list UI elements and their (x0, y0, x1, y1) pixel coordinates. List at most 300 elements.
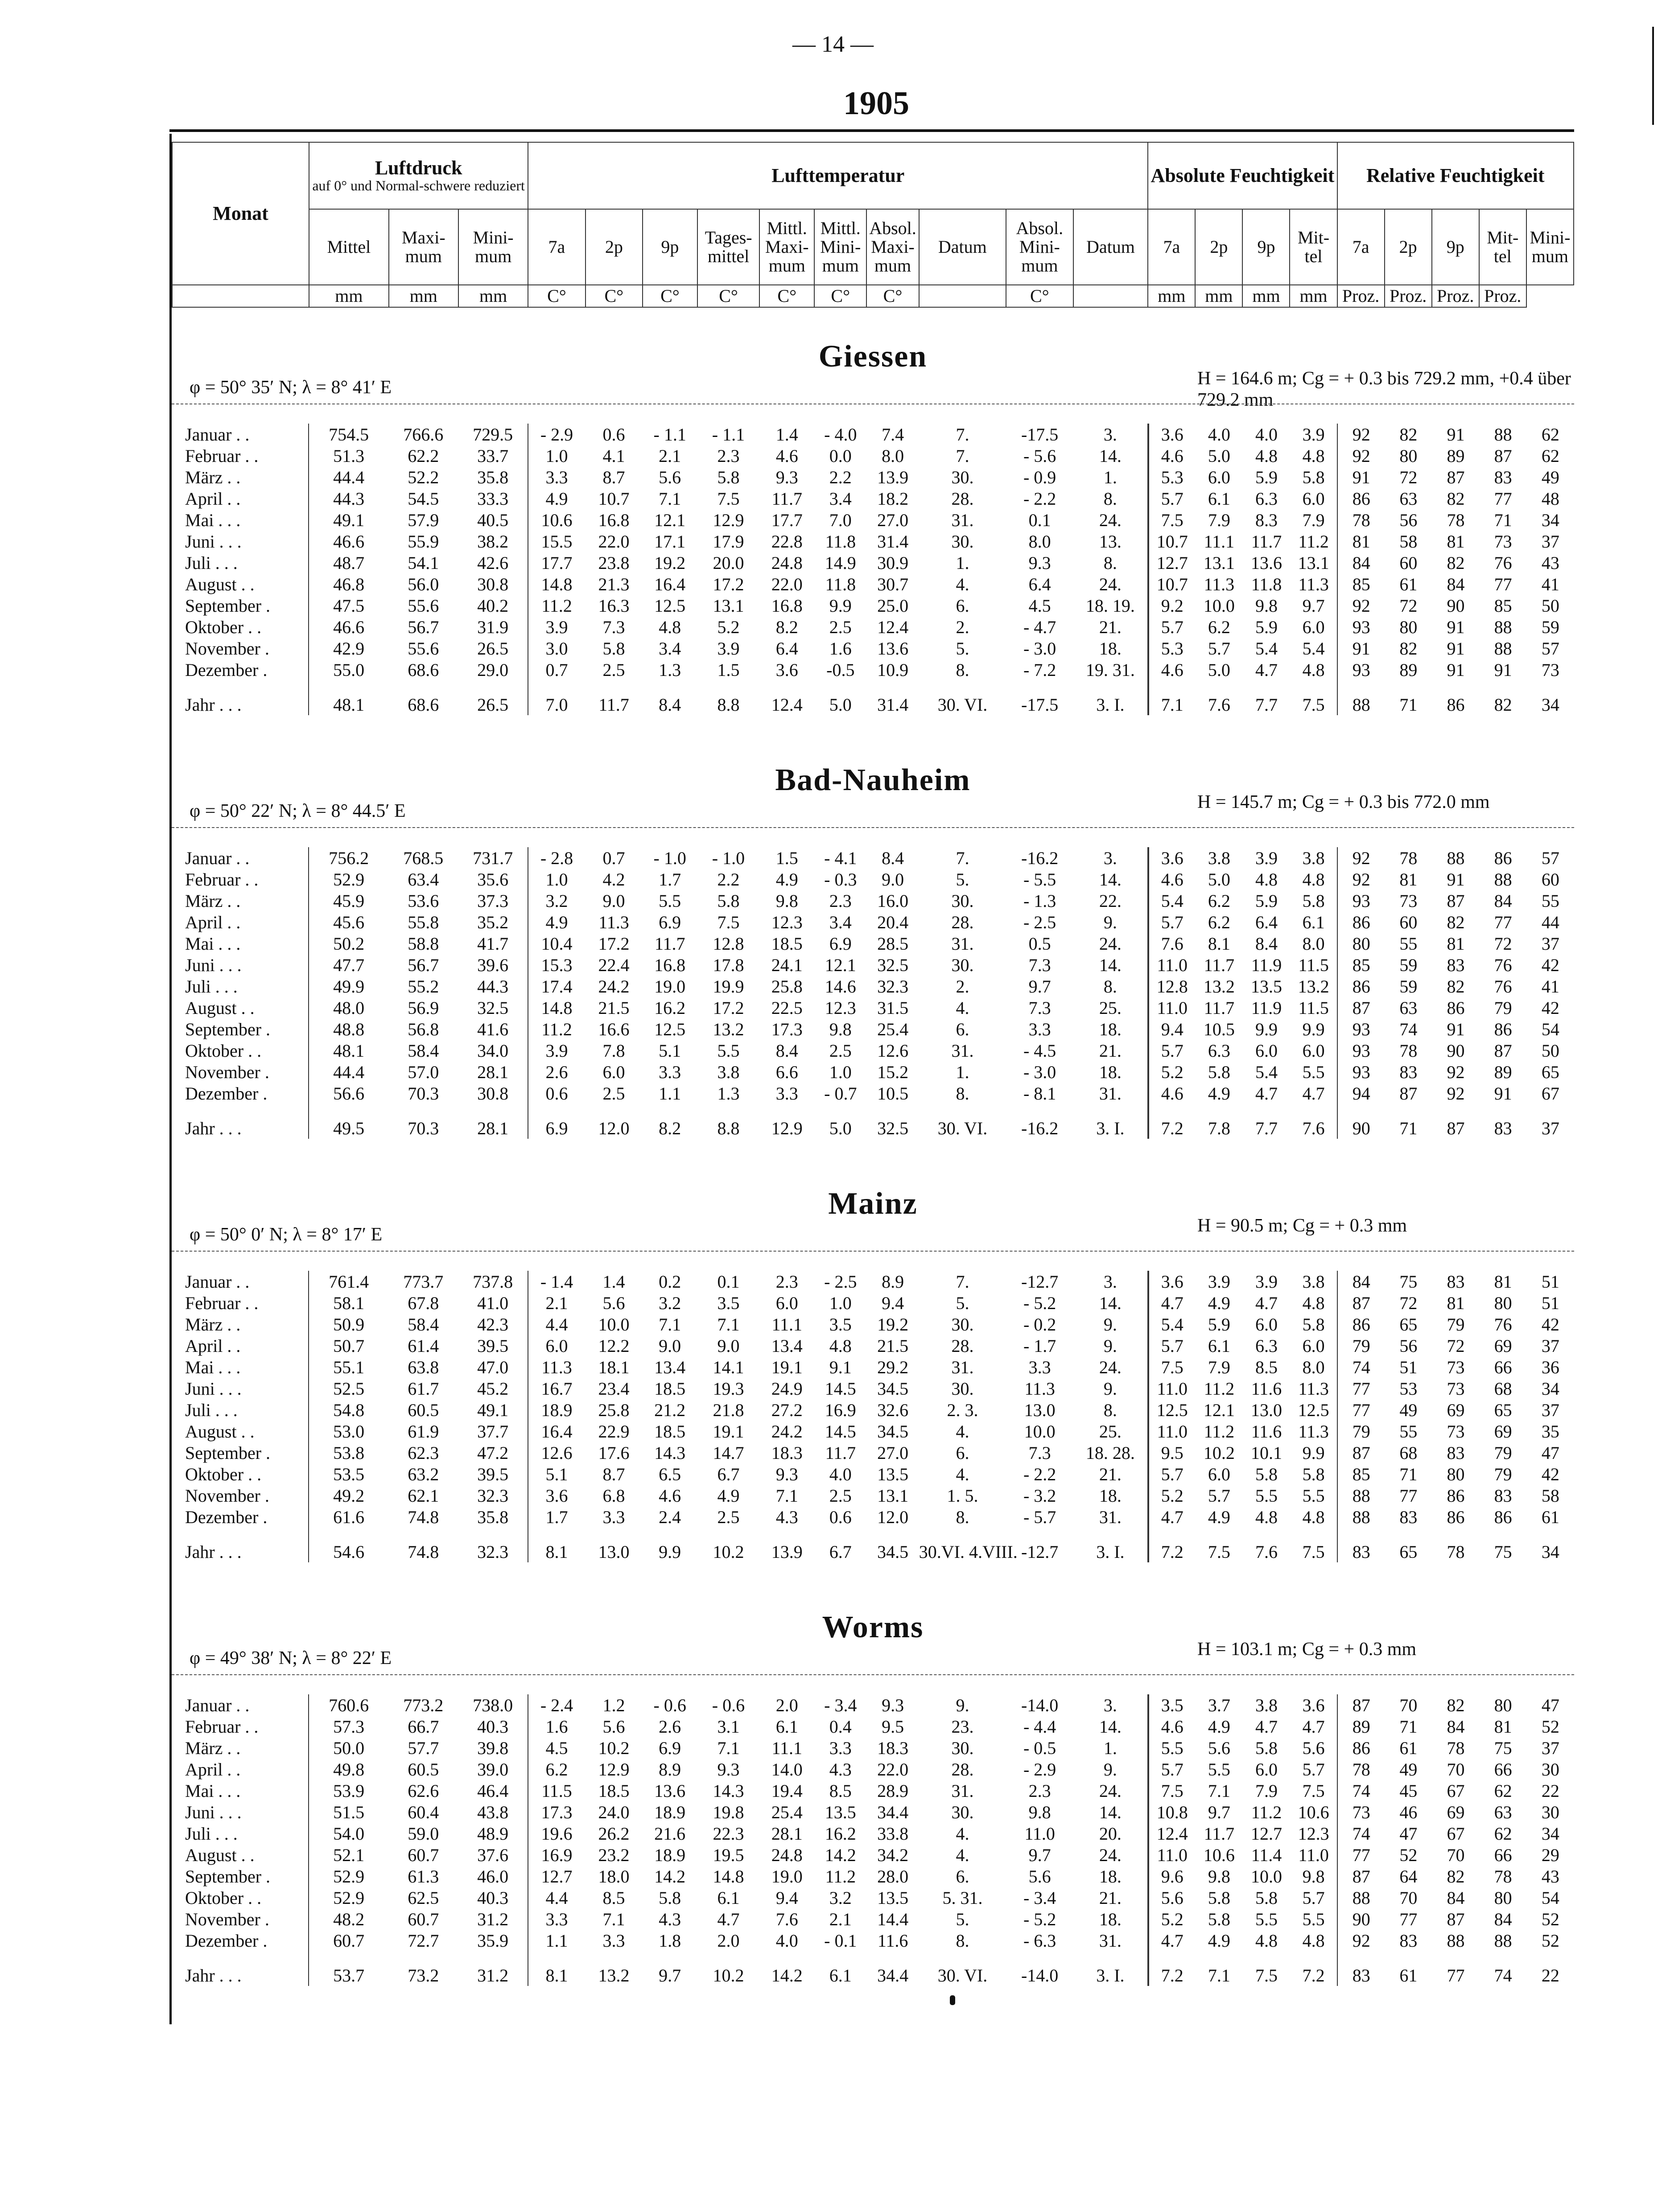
value-cell: 9.9 (829, 595, 852, 616)
value-cell: - 0.6 (653, 1695, 686, 1715)
value-cell: 6.9 (659, 912, 681, 932)
value-cell: 37 (1541, 531, 1559, 552)
value-cell: 5.5 (1302, 1909, 1325, 1929)
value-cell: 89 (1447, 445, 1465, 466)
value-cell: 2.5 (829, 1040, 852, 1061)
value-cell: 55 (1399, 1421, 1418, 1442)
value-cell: 9.3 (717, 1759, 740, 1779)
station-name: Bad-Nauheim (775, 763, 971, 797)
station-height: H = 103.1 m; Cg = + 0.3 mm (1197, 1639, 1417, 1660)
value-cell: 4.7 (1302, 1716, 1325, 1737)
month-cell: April . . (185, 1335, 241, 1356)
value-cell: 8.0 (1302, 1357, 1325, 1377)
value-cell: 3.4 (659, 638, 681, 659)
value-cell: 11.2 (528, 1018, 585, 1040)
month-cell: November . (185, 1485, 269, 1506)
value-cell: 54.0 (309, 1823, 388, 1844)
value-cell: 5.2 (717, 617, 740, 637)
value-cell: 81 (1447, 933, 1465, 954)
value-cell: 2. 3. (947, 1400, 978, 1420)
value-cell: - 1.1 (653, 424, 686, 445)
value-cell: 1.1 (528, 1930, 585, 1951)
value-cell: 57.7 (408, 1738, 439, 1758)
value-cell: 56.0 (408, 574, 439, 594)
value-cell: 86 (1337, 1314, 1385, 1335)
value-cell: 3.3 (1028, 1357, 1051, 1377)
value-cell: 5.1 (528, 1463, 585, 1485)
value-cell: 731.7 (473, 848, 513, 868)
value-cell: 13. (1099, 531, 1122, 552)
value-cell: 50.2 (309, 933, 388, 954)
value-cell: 6.0 (1255, 1759, 1278, 1779)
value-cell: 48 (1541, 488, 1559, 509)
value-cell: - 5.2 (1023, 1909, 1056, 1929)
value-cell: 86 (1447, 997, 1465, 1018)
station-block-bad-nauheim (172, 745, 1574, 1146)
value-cell: 37.3 (477, 890, 509, 911)
value-cell: - 4.4 (1023, 1716, 1056, 1737)
value-cell: 5. (956, 869, 969, 890)
value-cell: 79 (1447, 1314, 1465, 1335)
value-cell: 56 (1399, 1335, 1418, 1356)
value-cell: 6.0 (528, 1335, 585, 1356)
value-cell: 1.4 (602, 1271, 625, 1292)
value-cell: 2.5 (829, 617, 852, 637)
value-cell: 11.2 (1204, 1378, 1235, 1399)
value-cell: 22.3 (713, 1823, 744, 1844)
value-cell: 7.9 (1302, 510, 1325, 530)
table-row (172, 1442, 1574, 1463)
value-cell: 17.2 (713, 574, 744, 594)
value-cell: 26.2 (598, 1823, 630, 1844)
value-cell: 12.2 (598, 1335, 630, 1356)
table-row (172, 1823, 1574, 1844)
value-cell: 0.5 (1028, 933, 1051, 954)
month-cell: Juni . . . (185, 1378, 242, 1399)
value-cell: 14.8 (713, 1866, 744, 1887)
value-cell: 79 (1337, 1335, 1385, 1356)
value-cell: - 4.0 (824, 424, 857, 445)
value-cell: 26.5 (477, 694, 509, 715)
value-cell: 58.4 (408, 1040, 439, 1061)
value-cell: 39.8 (477, 1738, 509, 1758)
value-cell: 31. (1099, 1930, 1122, 1951)
value-cell: 9.7 (659, 1965, 681, 1985)
value-cell: 57 (1541, 638, 1559, 659)
month-cell: März . . (185, 1314, 241, 1335)
value-cell: 5.8 (1208, 1062, 1230, 1082)
value-cell: 14.5 (825, 1378, 856, 1399)
value-cell: 54.8 (309, 1399, 388, 1421)
value-cell: 30 (1541, 1759, 1559, 1779)
value-cell: 57.9 (408, 510, 439, 530)
value-cell: 29.0 (477, 659, 509, 680)
value-cell: 83 (1494, 1118, 1512, 1138)
value-cell: 5.4 (1255, 638, 1278, 659)
value-cell: 30. (951, 890, 974, 911)
table-row (172, 1801, 1574, 1823)
value-cell: 12.5 (1148, 1399, 1196, 1421)
value-cell: 7.3 (1028, 955, 1051, 975)
value-cell: 6.0 (1255, 1040, 1278, 1061)
value-cell: 4. (956, 574, 969, 594)
value-cell: 7.3 (602, 617, 625, 637)
value-cell: 34 (1541, 1541, 1559, 1562)
station-coordinates: φ = 49° 38′ N; λ = 8° 22′ E (190, 1648, 392, 1668)
value-cell: 3.8 (1255, 1695, 1278, 1715)
value-cell: 16.8 (598, 510, 630, 530)
value-cell: 33.8 (877, 1823, 909, 1844)
value-cell: 83 (1447, 1442, 1465, 1463)
value-cell: 11.1 (771, 1738, 802, 1758)
value-cell: 14.8 (528, 997, 585, 1018)
value-cell: 729.5 (473, 424, 513, 445)
value-cell: 10.7 (1148, 573, 1196, 595)
table-row (172, 1716, 1574, 1737)
value-cell: 30. (951, 531, 974, 552)
value-cell: 86 (1337, 976, 1385, 997)
value-cell: 11.7 (1204, 955, 1235, 975)
value-cell: 27.0 (877, 510, 909, 530)
value-cell: 9.4 (775, 1887, 798, 1908)
value-cell: 82 (1447, 1695, 1465, 1715)
value-cell: 30. VI. (937, 1118, 988, 1138)
value-cell: 81 (1494, 1716, 1512, 1737)
value-cell: 58.4 (408, 1314, 439, 1335)
value-cell: 17.7 (528, 552, 585, 573)
value-cell: 1.5 (717, 659, 740, 680)
value-cell: 11.6 (1251, 1421, 1282, 1442)
value-cell: 15.2 (877, 1062, 909, 1082)
value-cell: 7.1 (602, 1909, 625, 1929)
value-cell: 70 (1447, 1845, 1465, 1865)
value-cell: 12.6 (528, 1442, 585, 1463)
value-cell: 6.0 (1208, 1464, 1230, 1484)
value-cell: 84 (1337, 1271, 1385, 1292)
value-cell: 773.7 (403, 1271, 444, 1292)
value-cell: 14.9 (825, 552, 856, 573)
value-cell: 5.6 (659, 467, 681, 487)
value-cell: 15.3 (528, 954, 585, 976)
value-cell: 32.6 (877, 1400, 909, 1420)
value-cell: 13.4 (654, 1357, 686, 1377)
value-cell: 5.7 (1148, 911, 1196, 933)
value-cell: 40.5 (477, 510, 509, 530)
value-cell: 13.4 (771, 1335, 803, 1356)
value-cell: 16.4 (654, 574, 686, 594)
value-cell: 768.5 (403, 848, 444, 868)
value-cell: 38.2 (477, 531, 509, 552)
table-row (172, 869, 1574, 890)
value-cell: 6. (956, 1866, 969, 1887)
value-cell: 94 (1337, 1083, 1385, 1104)
value-cell: 71 (1399, 1118, 1418, 1138)
page-edge-mark (1652, 27, 1654, 125)
value-cell: 5.2 (1148, 1485, 1196, 1506)
value-cell: 77 (1399, 1485, 1418, 1506)
value-cell: 77 (1399, 1909, 1418, 1929)
value-cell: 86 (1337, 911, 1385, 933)
value-cell: 20.4 (877, 912, 909, 932)
value-cell: 58.8 (408, 933, 439, 954)
value-cell: 82 (1494, 694, 1512, 715)
value-cell: 12.5 (654, 1019, 686, 1039)
value-cell: 12.4 (1148, 1823, 1196, 1844)
value-cell: 76 (1494, 552, 1512, 573)
value-cell: 4.3 (829, 1759, 852, 1779)
value-cell: 2.3 (1028, 1780, 1051, 1801)
value-cell: 4.7 (1255, 1716, 1278, 1737)
value-cell: 34 (1541, 694, 1559, 715)
value-cell: 75 (1399, 1271, 1418, 1292)
value-cell: 70 (1399, 1695, 1418, 1715)
table-row (172, 1421, 1574, 1442)
value-cell: 0.0 (829, 445, 852, 466)
value-cell: 58 (1399, 531, 1418, 552)
station-name: Giessen (818, 339, 928, 374)
value-cell: - 5.7 (1023, 1507, 1056, 1527)
value-cell: 20.0 (713, 552, 744, 573)
value-cell: 4.9 (1208, 1507, 1230, 1527)
value-cell: 12.6 (877, 1040, 909, 1061)
value-cell: 11.3 (1298, 574, 1329, 594)
value-cell: 9.3 (775, 1464, 798, 1484)
value-cell: 3. I. (1096, 694, 1125, 715)
value-cell: 22 (1541, 1965, 1559, 1985)
value-cell: 60.7 (309, 1930, 388, 1951)
value-cell: 22.0 (598, 531, 630, 552)
value-cell: -14.0 (1021, 1695, 1059, 1715)
value-cell: 24.9 (771, 1378, 803, 1399)
value-cell: 8.0 (1028, 531, 1051, 552)
value-cell: 65 (1494, 1400, 1512, 1420)
value-cell: 42.9 (309, 638, 388, 659)
value-cell: 0.4 (829, 1716, 852, 1737)
value-cell: 49.1 (309, 509, 388, 531)
month-cell: Juni . . . (185, 1802, 242, 1822)
value-cell: 52 (1541, 1716, 1559, 1737)
value-cell: - 5.2 (1023, 1293, 1056, 1313)
value-cell: 88 (1494, 424, 1512, 445)
unit-cell (919, 285, 1006, 307)
value-cell: 12.0 (598, 1118, 630, 1138)
value-cell: 93 (1337, 616, 1385, 638)
subheader-cell: Datum (919, 209, 1006, 285)
value-cell: 80 (1399, 617, 1418, 637)
value-cell: 58 (1541, 1485, 1559, 1506)
table-row (172, 1930, 1574, 1951)
value-cell: 19.2 (877, 1314, 909, 1335)
value-cell: 58.1 (309, 1292, 388, 1314)
value-cell: 6.2 (1208, 912, 1230, 932)
value-cell: 61.7 (408, 1378, 439, 1399)
unit-cell: mm (1242, 285, 1290, 307)
value-cell: 2.3 (717, 445, 740, 466)
page-number: — 14 — (792, 32, 874, 57)
value-cell: 13.1 (1298, 552, 1329, 573)
unit-cell: Proz. (1432, 285, 1479, 307)
value-cell: 24. (1099, 933, 1122, 954)
value-cell: 2.1 (659, 445, 681, 466)
value-cell: 3.1 (717, 1716, 740, 1737)
value-cell: 86 (1494, 848, 1512, 868)
value-cell: 6.0 (1302, 617, 1325, 637)
value-cell: 16.9 (825, 1400, 856, 1420)
value-cell: 6.1 (1208, 1335, 1230, 1356)
value-cell: 4.8 (1255, 869, 1278, 890)
value-cell: 39.0 (477, 1759, 509, 1779)
value-cell: 35.8 (477, 467, 509, 487)
value-cell: 5.5 (1255, 1909, 1278, 1929)
value-cell: 5.8 (1255, 1887, 1278, 1908)
value-cell: 83 (1494, 1485, 1512, 1506)
value-cell: 25.8 (598, 1400, 630, 1420)
header-absolute-feuchtigkeit: Absolute Feuchtigkeit (1148, 142, 1337, 209)
value-cell: 53.0 (309, 1421, 388, 1442)
value-cell: 9.2 (1148, 595, 1196, 616)
value-cell: 13.1 (877, 1485, 909, 1506)
value-cell: 32.3 (877, 976, 909, 997)
value-cell: 3.0 (528, 638, 585, 659)
value-cell: 19.0 (654, 976, 686, 997)
value-cell: 6.0 (1208, 467, 1230, 487)
subheader-cell: Mittel (309, 209, 389, 285)
value-cell: 13.2 (598, 1965, 630, 1985)
value-cell: 49.2 (309, 1485, 388, 1506)
value-cell: 11.5 (1298, 997, 1329, 1018)
value-cell: 14.0 (771, 1759, 803, 1779)
value-cell: 8.4 (775, 1040, 798, 1061)
value-cell: 754.5 (309, 424, 388, 445)
month-cell: Juni . . . (185, 531, 242, 552)
value-cell: 5.5 (659, 890, 681, 911)
value-cell: 55.6 (408, 638, 439, 659)
value-cell: 14.5 (825, 1421, 856, 1442)
value-cell: 7.2 (1302, 1965, 1325, 1985)
value-cell: 51 (1541, 1293, 1559, 1313)
value-cell: 59 (1541, 617, 1559, 637)
value-cell: 83 (1447, 955, 1465, 975)
value-cell: - 0.3 (824, 869, 857, 890)
value-cell: 85 (1337, 573, 1385, 595)
month-cell: Dezember . (185, 1930, 268, 1951)
value-cell: 6.7 (717, 1464, 740, 1484)
value-cell: 8.8 (717, 1118, 740, 1138)
value-cell: 9.7 (1028, 1845, 1051, 1865)
value-cell: 72 (1399, 595, 1418, 616)
month-cell: Jahr . . . (185, 1541, 242, 1562)
month-cell: September . (185, 1442, 271, 1463)
value-cell: 44 (1541, 912, 1559, 932)
month-cell: Mai . . . (185, 510, 241, 530)
value-cell: 11.2 (1298, 531, 1329, 552)
value-cell: 28.1 (477, 1118, 509, 1138)
value-cell: 0.6 (602, 424, 625, 445)
subheader-cell: Mit-tel (1290, 209, 1337, 285)
value-cell: 6. (956, 595, 969, 616)
value-cell: 10.2 (713, 1541, 744, 1562)
value-cell: 62 (1541, 445, 1559, 466)
value-cell: 5.5 (1255, 1485, 1278, 1506)
month-cell: Februar . . (185, 1293, 259, 1313)
value-cell: 3.8 (1208, 848, 1230, 868)
value-cell: 11.3 (1298, 1378, 1329, 1399)
value-cell: 32.5 (877, 1118, 909, 1138)
value-cell: 11.8 (825, 574, 856, 594)
value-cell: 4.5 (528, 1737, 585, 1759)
value-cell: - 3.4 (824, 1695, 857, 1715)
value-cell: 73 (1337, 1801, 1385, 1823)
value-cell: 69 (1447, 1400, 1465, 1420)
value-cell: 62.2 (408, 445, 439, 466)
value-cell: 9. (1103, 1335, 1117, 1356)
station-table (172, 1271, 1574, 1562)
value-cell: 9.3 (775, 467, 798, 487)
table-row (172, 445, 1574, 466)
value-cell: 24.1 (771, 955, 803, 975)
value-cell: 44.3 (477, 976, 509, 997)
value-cell: 7.1 (1148, 680, 1196, 715)
value-cell: 21.6 (654, 1823, 686, 1844)
value-cell: 62.5 (408, 1887, 439, 1908)
value-cell: 5.7 (1302, 1759, 1325, 1779)
value-cell: 46.6 (309, 531, 388, 552)
value-cell: 5.4 (1148, 1314, 1196, 1335)
value-cell: 93 (1337, 890, 1385, 911)
station-table (172, 1694, 1574, 1986)
value-cell: 8.2 (775, 617, 798, 637)
value-cell: 57.0 (408, 1062, 439, 1082)
month-cell: November . (185, 638, 269, 659)
value-cell: 66.7 (408, 1716, 439, 1737)
month-cell: September . (185, 595, 271, 616)
value-cell: 4.8 (659, 617, 681, 637)
value-cell: 10.6 (528, 509, 585, 531)
value-cell: 1.0 (829, 1062, 852, 1082)
value-cell: 32.5 (877, 955, 909, 975)
header-relative-feuchtigkeit: Relative Feuchtigkeit (1337, 142, 1574, 209)
value-cell: 7.5 (1148, 509, 1196, 531)
value-cell: 4.8 (1302, 1930, 1325, 1951)
value-cell: 22.0 (877, 1759, 909, 1779)
value-cell: 31.4 (877, 694, 909, 715)
value-cell: 17.3 (771, 1019, 803, 1039)
table-row (172, 1506, 1574, 1528)
value-cell: 93 (1337, 659, 1385, 680)
value-cell: 19.0 (771, 1866, 803, 1887)
value-cell: 6. (956, 1019, 969, 1039)
value-cell: 5. (956, 638, 969, 659)
value-cell: 4.7 (717, 1909, 740, 1929)
value-cell: 78 (1399, 1040, 1418, 1061)
value-cell: 13.5 (877, 1887, 909, 1908)
value-cell: 9.0 (659, 1335, 681, 1356)
value-cell: 5.4 (1148, 890, 1196, 911)
table-row (172, 552, 1574, 573)
value-cell: 71 (1399, 694, 1418, 715)
value-cell: 13.2 (713, 1019, 744, 1039)
value-cell: 34.5 (877, 1541, 909, 1562)
value-cell: 84 (1337, 552, 1385, 573)
value-cell: 30. (951, 1738, 974, 1758)
value-cell: 17.9 (713, 531, 744, 552)
value-cell: 4.1 (602, 445, 625, 466)
value-cell: 43 (1541, 552, 1559, 573)
value-cell: 87 (1337, 1292, 1385, 1314)
value-cell: 69 (1494, 1335, 1512, 1356)
value-cell: 30. (951, 955, 974, 975)
value-cell: 92 (1337, 1930, 1385, 1951)
